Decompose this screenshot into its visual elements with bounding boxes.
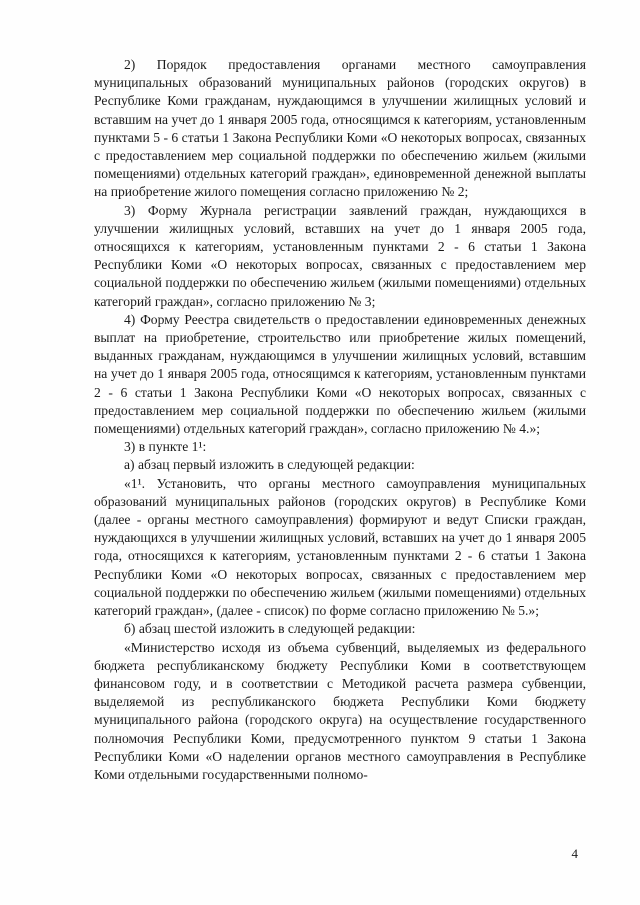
paragraph-ministry: «Министерство исходя из объема субвенций, выделяемых из федерального бюджета республиканскому бюджету Республики Коми в соответствующем финансовом году, и в соответствии с Методикой расчета размера субвенции, выделяемой из республиканского бюджета Республики Коми бюджету муниципального района (городского округа) на осуществление государственного полномочия Республики Коми, предусмотренного пунктом 9 статьи 1 Закона Республики Коми «О наделении органов местного самоуправления в Республике Коми отдельными государственными полномо- <box>94 639 586 782</box>
paragraph-subpoint-a: а) абзац первый изложить в следующей редакции: <box>124 457 415 473</box>
paragraph-item-3: 3) Форму Журнала регистрации заявлений граждан, нуждающихся в улучшении жилищных условий, вставших на учет до 1 января 2005 года, относящихся к категориям, установленным пунктами 2 - 6 статьи 1 Закона Республики Коми «О некоторых вопросах, связанных с предоставлением мер социальной поддержки по обеспечению жильем (жилыми помещениями) отдельных категорий граждан», согласно приложению № 3; <box>94 202 586 309</box>
paragraph-subpoint-b: б) абзац шестой изложить в следующей редакции: <box>124 621 416 637</box>
paragraph-point-1-1: 3) в пункте 1¹: <box>124 439 207 455</box>
document-body <box>94 56 586 784</box>
paragraph-item-4: 4) Форму Реестра свидетельств о предоставлении единовременных денежных выплат на приобретение, строительство или приобретение жилых помещений, выданных гражданам, нуждающимся в улучшении жилищных условий, вставшим на учет до 1 января 2005 года, относящимся к категориям, установленным пунктами 2 - 6 статьи 1 Закона Республики Коми «О некоторых вопросах, связанных с предоставлением мер социальной поддержки по обеспечению жильем (жилыми помещениями) отдельных категорий граждан», согласно приложению № 4.»; <box>94 311 586 437</box>
paragraph-item-2: 2) Порядок предоставления органами местного самоуправления муниципальных образований муниципальных районов (городских округов) в Республике Коми гражданам, нуждающимся в улучшении жилищных условий и вставшим на учет до 1 января 2005 года, относящимся к категориям, установленным пунктами 5 - 6 статьи 1 Закона Республики Коми «О некоторых вопросах, связанных с предоставлением мер социальной поддержки по обеспечению жильем (жилыми помещениями) отдельных категорий граждан», единовременной денежной выплаты на приобретение жилого помещения согласно приложению № 2; <box>94 57 586 200</box>
paragraph-quoted-1-1: «1¹. Установить, что органы местного самоуправления муниципальных образований муниципальных районов (городских округов) в Республике Коми (далее - органы местного самоуправления) формируют и ведут Списки граждан, нуждающихся в улучшении жилищных условий, вставших на учет до 1 января 2005 года, относящихся к категориям, установленным пунктами 2 - 6 статьи 1 Закона Республики Коми «О некоторых вопросах, связанных с предоставлением мер социальной поддержки по обеспечению жильем (жилыми помещениями) отдельных категорий граждан», (далее - список) по форме согласно приложению № 5.»; <box>94 475 586 619</box>
page-number: 4 <box>571 846 578 861</box>
